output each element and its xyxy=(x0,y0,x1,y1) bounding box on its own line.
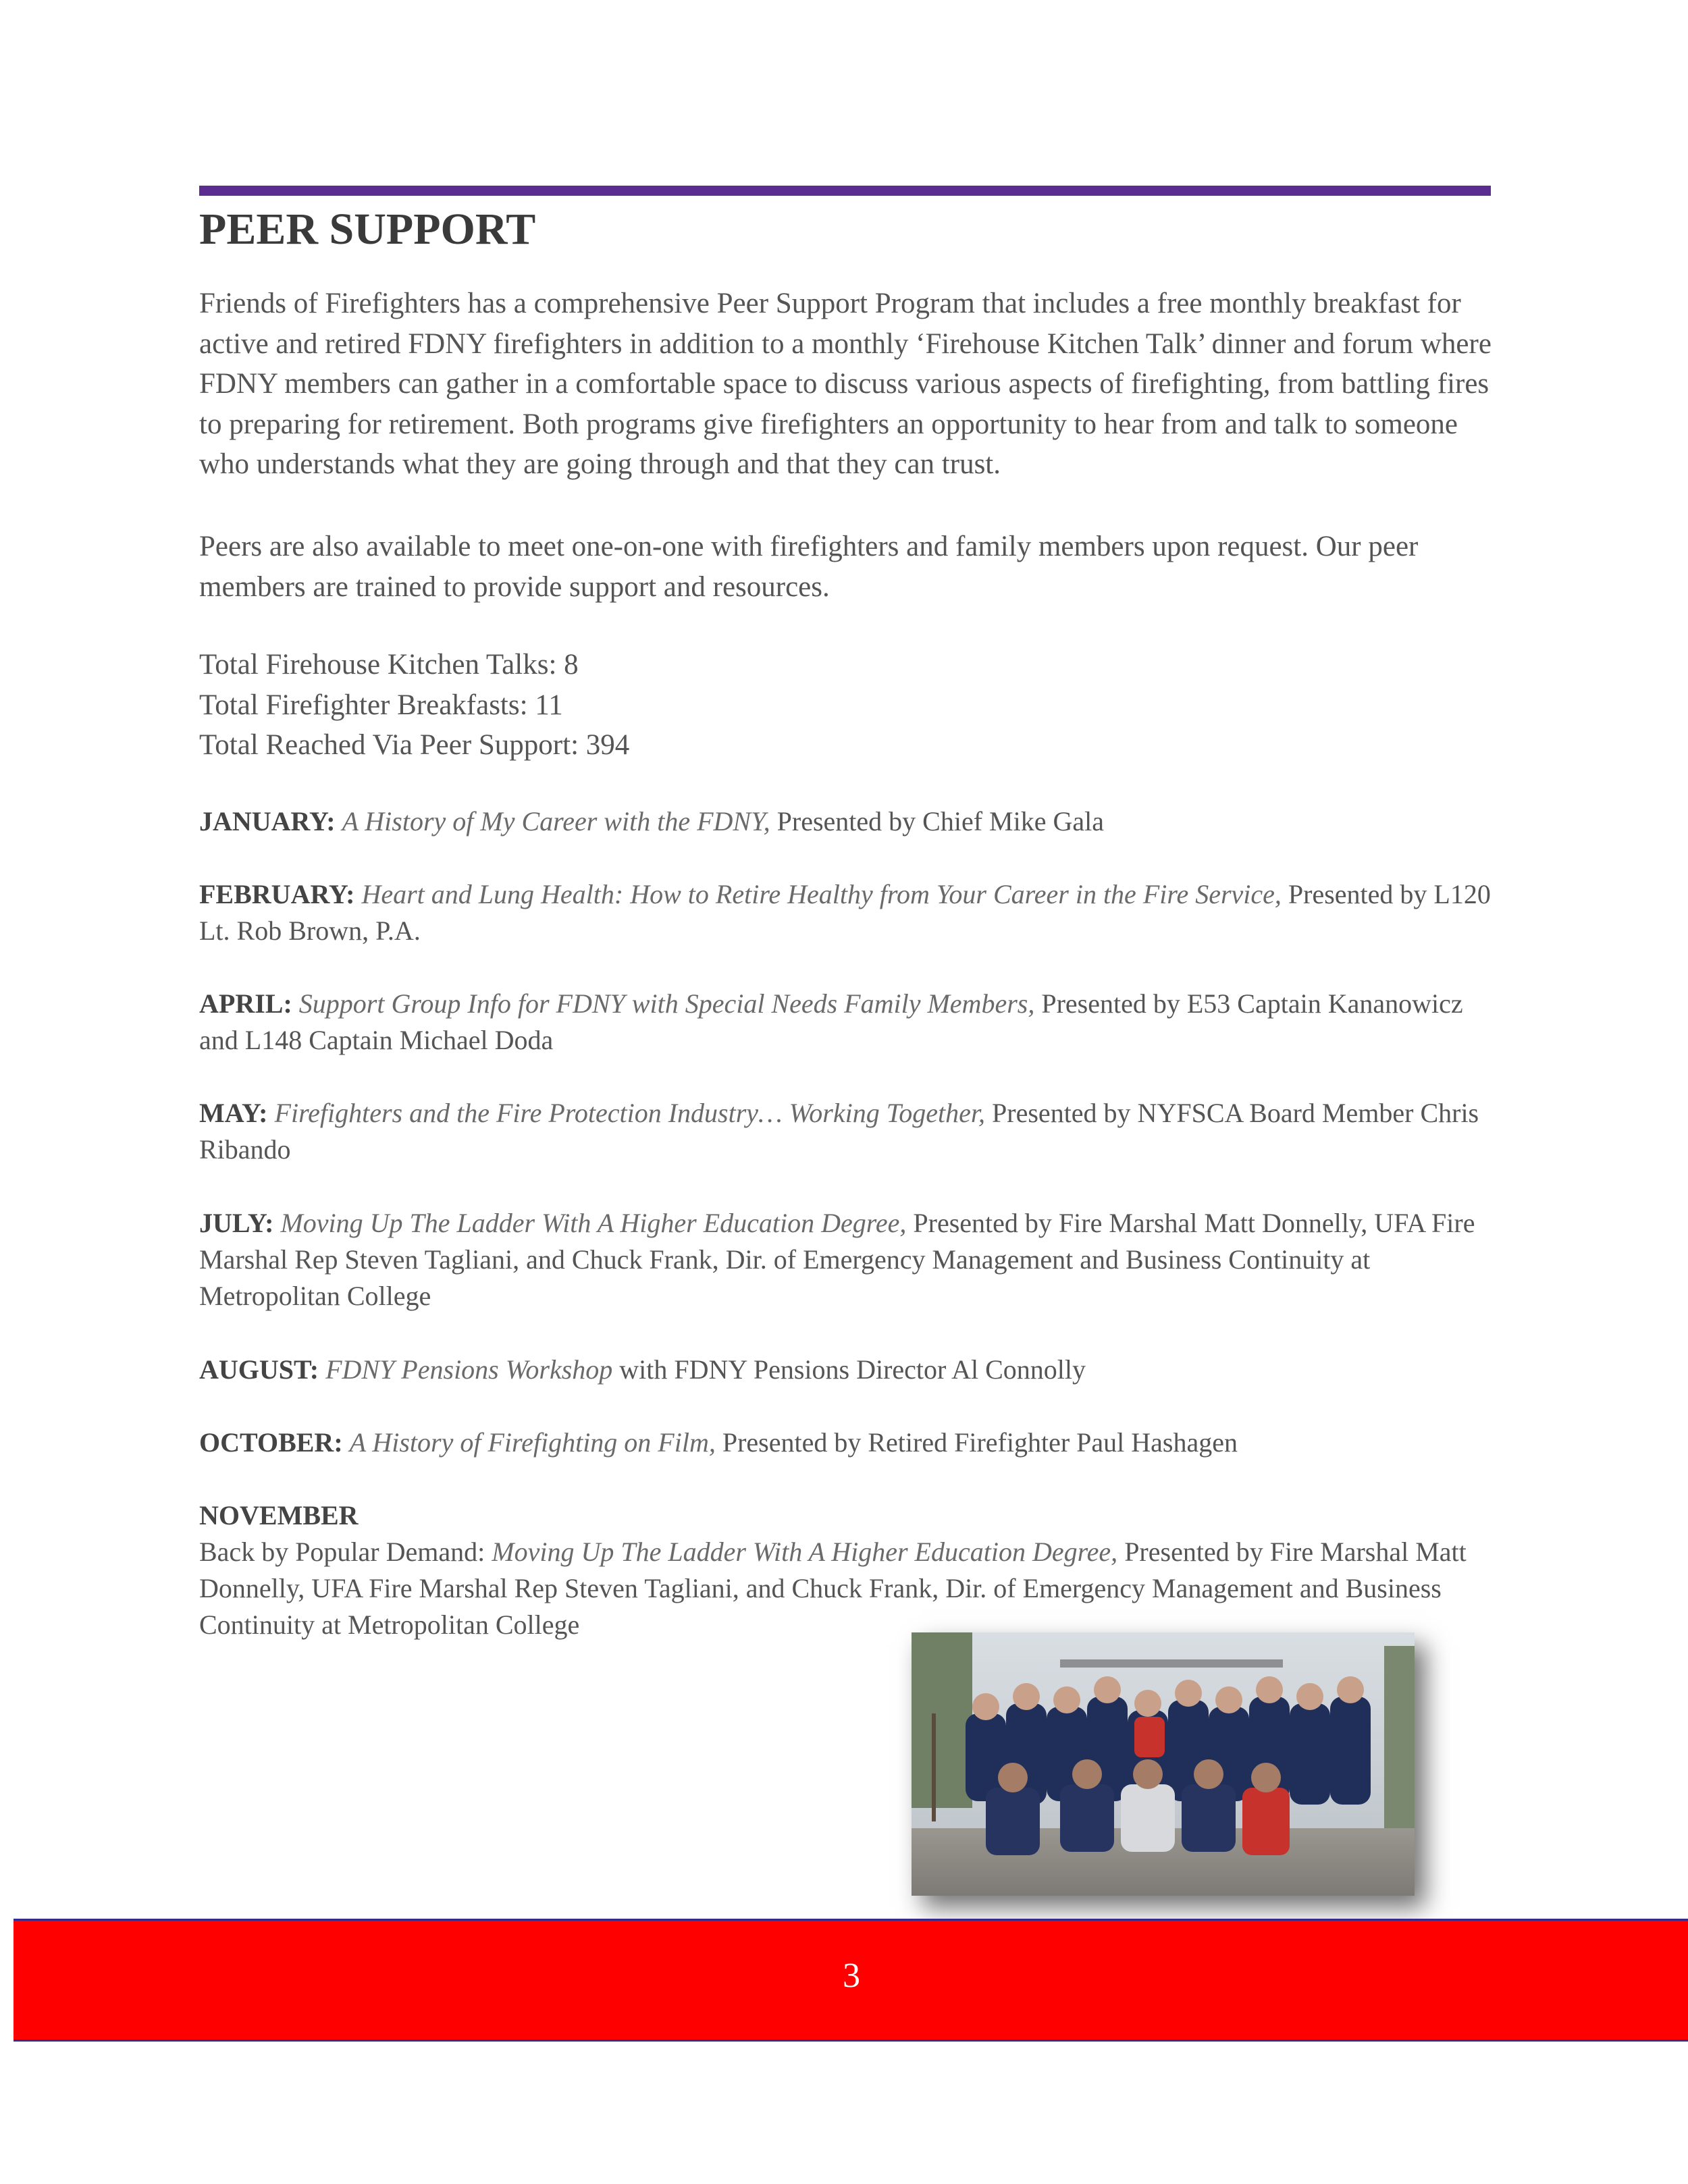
stat-reached: Total Reached Via Peer Support: 394 xyxy=(199,729,630,762)
event-august: AUGUST: FDNY Pensions Workshop with FDNY Pensions Director Al Connolly xyxy=(199,1354,1086,1385)
event-april: APRIL: Support Group Info for FDNY with Special Needs Family Members, Presented by E53 Captain Kananowicz and L148 Captain Michael Doda xyxy=(199,988,1463,1055)
event-july: JULY: Moving Up The Ladder With A Higher Education Degree, Presented by Fire Marshal Matt Donnelly, UFA Fire Marshal Rep Steven Tagliani, and Chuck Frank, Dir. of Emergency Management and Business Continuity at Metropolitan College xyxy=(199,1208,1475,1311)
heading-rule xyxy=(199,186,1491,196)
page-number: 3 xyxy=(843,1956,860,1995)
event-january: JANUARY: A History of My Career with the FDNY, Presented by Chief Mike Gala xyxy=(199,806,1104,836)
event-may: MAY: Firefighters and the Fire Protection Industry… Working Together, Presented by NYFSCA Board Member Chris Ribando xyxy=(199,1098,1479,1165)
group-photo xyxy=(912,1632,1415,1896)
footer-band xyxy=(14,1919,1688,2042)
stat-kitchen-talks: Total Firehouse Kitchen Talks: 8 xyxy=(199,649,579,681)
event-october: OCTOBER: A History of Firefighting on Film, Presented by Retired Firefighter Paul Hashagen xyxy=(199,1427,1238,1458)
intro-paragraph: Friends of Firefighters has a comprehensive Peer Support Program that includes a free monthly breakfast for active and retired FDNY firefighters in addition to a monthly ‘Firehouse Kitchen Talk’ dinner and forum where FDNY members can gather in a comfortable space to discuss various aspects of firefighting, from battling fires to preparing for retirement. Both programs give firefighters an opportunity to hear from and talk to someone who understands what they are going through and that they can trust. xyxy=(199,288,1492,481)
event-february: FEBRUARY: Heart and Lung Health: How to Retire Healthy from Your Career in the Fire Service, Presented by L120 Lt. Rob Brown, P.A. xyxy=(199,879,1491,946)
stat-breakfasts: Total Firefighter Breakfasts: 11 xyxy=(199,689,563,721)
stats-list xyxy=(199,645,1502,766)
event-november: NOVEMBER Back by Popular Demand: Moving Up The Ladder With A Higher Education Degree, Presented by Fire Marshal Matt Donnelly, UFA Fire Marshal Rep Steven Tagliani, and Chuck Frank, Dir. of Emergency Management and Business Continuity at Metropolitan College xyxy=(199,1500,1467,1640)
page-title: PEER SUPPORT xyxy=(199,205,536,254)
peer-paragraph: Peers are also available to meet one-on-one with firefighters and family members upon request. Our peer members are trained to provide support and resources. xyxy=(199,531,1419,603)
group-photo-image xyxy=(912,1632,1415,1896)
